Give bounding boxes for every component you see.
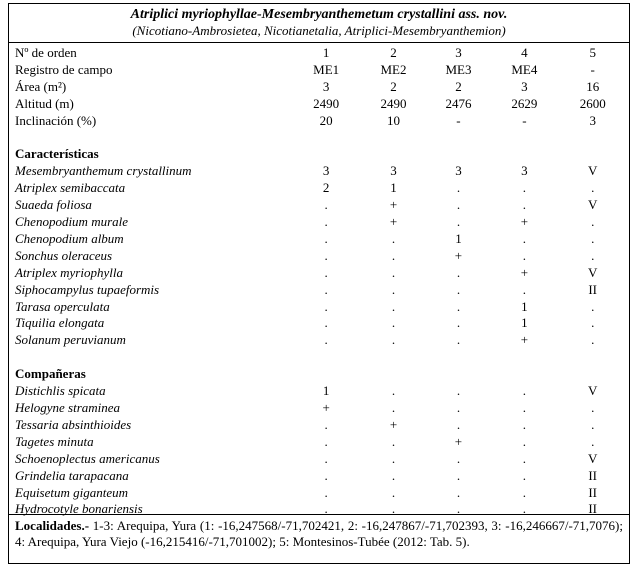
species-row [15, 214, 629, 231]
header-row [15, 79, 629, 96]
cell-releve-1: . [324, 332, 328, 348]
cell-releve-1: . [324, 450, 328, 466]
species-row [15, 400, 629, 417]
row-label: Schoenoplectus americanus [15, 450, 160, 466]
species-row [15, 231, 629, 248]
cell-releve-4: - [522, 112, 527, 128]
cell-releve-2: . [391, 264, 396, 280]
localities-label: Localidades.- [15, 518, 90, 533]
cell-releve-5: II [588, 281, 598, 297]
cell-releve-3: . [456, 214, 461, 230]
cell-releve-1: . [324, 214, 328, 230]
section-heading-row [15, 366, 629, 383]
cell-releve-2: . [391, 467, 396, 483]
header-row [15, 96, 629, 113]
species-row [15, 282, 629, 299]
species-row [15, 485, 629, 502]
cell-releve-1: 1 [322, 45, 330, 60]
cell-releve-3: . [456, 281, 461, 297]
header-row [15, 45, 629, 62]
cell-releve-3: . [456, 383, 461, 399]
cell-releve-5: . [591, 180, 595, 196]
row-label: Sonchus oleraceus [15, 247, 113, 263]
cell-releve-5: 5 [589, 45, 596, 60]
cell-releve-4: + [520, 264, 529, 280]
cell-releve-4: + [520, 332, 529, 348]
species-row [15, 468, 629, 485]
row-label: Tiquilia elongata [15, 315, 105, 331]
cell-releve-5: 16 [586, 78, 600, 94]
row-label: Tessaria absinthioides [15, 416, 132, 432]
cell-releve-1: . [324, 315, 328, 331]
cell-releve-2: 10 [386, 112, 400, 128]
table-title: Atriplici myriophyllae-Mesembryanthemetum crystallini ass. nov. [130, 7, 508, 22]
cell-releve-3: 3 [455, 163, 462, 179]
cell-releve-2: . [391, 450, 396, 466]
row-label: Suaeda foliosa [15, 197, 92, 213]
cell-releve-5: . [591, 433, 595, 449]
cell-releve-2: + [389, 197, 398, 213]
row-label: Altitud (m) [15, 95, 74, 111]
cell-releve-5: 2600 [579, 95, 606, 111]
cell-releve-2: + [389, 214, 398, 230]
cell-releve-2: . [391, 315, 396, 331]
cell-releve-2: . [391, 400, 396, 415]
section-heading: Características [15, 146, 99, 162]
cell-releve-2: 3 [390, 163, 397, 179]
cell-releve-1: 20 [319, 112, 333, 128]
cell-releve-1: 3 [322, 163, 330, 179]
cell-releve-5: V [587, 383, 598, 399]
releve-table [15, 45, 629, 518]
cell-releve-3: . [456, 332, 461, 348]
cell-releve-4: . [522, 230, 526, 246]
cell-releve-1: . [324, 281, 328, 297]
row-label: Área (m²) [15, 78, 67, 94]
row-label: Siphocampylus tupaeformis [15, 281, 160, 297]
cell-releve-1: 2 [322, 180, 330, 196]
species-row [15, 163, 629, 180]
cell-releve-4: 4 [521, 45, 528, 60]
cell-releve-1: 3 [322, 78, 330, 94]
phytosociological-table-frame [8, 3, 630, 564]
header-row [15, 62, 629, 79]
spacer-cell [15, 130, 629, 147]
footer-rule [9, 514, 629, 515]
cell-releve-5: . [591, 332, 595, 348]
cell-releve-4: . [522, 180, 526, 196]
cell-releve-3: 3 [455, 45, 462, 60]
cell-releve-1: . [324, 247, 328, 263]
cell-releve-4: 1 [521, 315, 528, 331]
cell-releve-1: 1 [322, 383, 330, 399]
header-row [15, 113, 629, 130]
cell-releve-3: 1 [455, 230, 462, 246]
cell-releve-1: . [324, 416, 328, 432]
cell-releve-2: 1 [390, 180, 397, 196]
cell-releve-5: II [588, 501, 598, 517]
spacer-row [15, 130, 629, 147]
cell-releve-2: . [391, 383, 396, 399]
header-rule [9, 42, 629, 43]
cell-releve-2: . [391, 433, 396, 449]
row-label: Helogyne straminea [15, 400, 121, 415]
species-row [15, 434, 629, 451]
row-label: Atriplex myriophylla [15, 264, 123, 280]
cell-releve-5: II [588, 467, 598, 483]
species-row [15, 180, 629, 197]
cell-releve-3: . [456, 197, 461, 213]
cell-releve-5: V [587, 264, 598, 280]
row-label: Grindelia tarapacana [15, 467, 129, 483]
cell-releve-3: + [454, 433, 463, 449]
cell-releve-4: . [522, 383, 526, 399]
cell-releve-5: . [591, 214, 595, 230]
cell-releve-3: . [456, 315, 461, 331]
cell-releve-4: 3 [521, 78, 528, 94]
cell-releve-3: . [456, 484, 461, 500]
cell-releve-2: . [391, 247, 396, 263]
cell-releve-4: + [520, 214, 529, 230]
cell-releve-1: . [324, 230, 328, 246]
row-label: Solanum peruvianum [15, 332, 126, 348]
cell-releve-1: . [324, 501, 328, 517]
species-row [15, 197, 629, 214]
cell-releve-2: . [391, 484, 396, 500]
cell-releve-3: . [456, 501, 461, 517]
cell-releve-1: ME1 [313, 61, 340, 77]
row-label: Equisetum giganteum [15, 484, 129, 500]
species-row [15, 417, 629, 434]
species-row [15, 315, 629, 332]
cell-releve-4: . [522, 433, 526, 449]
row-label: Registro de campo [15, 61, 113, 77]
cell-releve-5: . [591, 298, 595, 314]
cell-releve-3: . [456, 264, 461, 280]
cell-releve-5: II [588, 484, 598, 500]
cell-releve-1: 2490 [313, 95, 340, 111]
species-row [15, 265, 629, 282]
cell-releve-1: . [324, 433, 328, 449]
cell-releve-2: ME2 [380, 61, 407, 77]
localities-text: 1-3: Arequipa, Yura (1: -16,247568/-71,702421, 2: -16,247867/-71,702393, 3: -16,246667/-71,7076); 4: Arequipa, Yura Viejo (-16,215416/-71,701002); 5: Montesinos-Tubée (2012: Tab. 5). [15, 518, 623, 549]
cell-releve-4: 1 [521, 298, 528, 314]
cell-releve-2: 2 [390, 45, 397, 60]
cell-releve-1: . [324, 484, 328, 500]
species-row [15, 332, 629, 349]
cell-releve-4: . [522, 281, 526, 297]
row-label: Inclinación (%) [15, 112, 97, 128]
species-row [15, 248, 629, 265]
localities-note [15, 518, 623, 549]
cell-releve-5: . [591, 247, 595, 263]
cell-releve-2: . [391, 501, 396, 517]
cell-releve-3: . [456, 180, 461, 196]
cell-releve-4: . [522, 400, 526, 415]
cell-releve-2: 2490 [380, 95, 407, 111]
cell-releve-3: ME3 [445, 61, 472, 77]
section-heading: Compañeras [15, 366, 86, 382]
cell-releve-4: 2629 [511, 95, 538, 111]
cell-releve-2: . [391, 298, 396, 314]
cell-releve-3: . [456, 400, 461, 415]
cell-releve-4: . [522, 247, 526, 263]
cell-releve-2: + [389, 416, 398, 432]
cell-releve-3: . [456, 416, 461, 432]
cell-releve-5: V [587, 197, 598, 213]
cell-releve-1: . [324, 298, 328, 314]
cell-releve-4: . [522, 501, 526, 517]
cell-releve-1: . [324, 197, 328, 213]
spacer-cell [15, 349, 629, 366]
row-label: Chenopodium album [15, 230, 124, 246]
cell-releve-5: V [587, 450, 598, 466]
cell-releve-3: + [454, 247, 463, 263]
cell-releve-3: . [456, 467, 461, 483]
cell-releve-5: . [591, 230, 595, 246]
species-row [15, 383, 629, 400]
cell-releve-4: 3 [521, 163, 528, 179]
spacer-row [15, 349, 629, 366]
species-row [15, 299, 629, 316]
row-label: Nº de orden [15, 45, 77, 60]
cell-releve-4: . [522, 416, 526, 432]
cell-releve-5: . [591, 315, 595, 331]
row-label: Tagetes minuta [15, 433, 94, 449]
cell-releve-3: . [456, 298, 461, 314]
cell-releve-2: . [391, 281, 396, 297]
cell-releve-1: . [324, 467, 328, 483]
cell-releve-4: . [522, 197, 526, 213]
cell-releve-5: - [590, 61, 595, 77]
row-label: Chenopodium murale [15, 214, 129, 230]
cell-releve-3: - [456, 112, 461, 128]
cell-releve-2: . [391, 230, 396, 246]
section-heading-row [15, 146, 629, 163]
cell-releve-4: . [522, 484, 526, 500]
cell-releve-4: . [522, 450, 526, 466]
cell-releve-5: . [591, 400, 595, 415]
cell-releve-5: . [591, 416, 595, 432]
species-row [15, 501, 629, 518]
cell-releve-3: . [456, 450, 461, 466]
cell-releve-1: + [322, 400, 330, 415]
cell-releve-5: V [587, 163, 598, 179]
cell-releve-2: 2 [390, 78, 397, 94]
row-label: Mesembryanthemum crystallinum [15, 163, 192, 179]
cell-releve-2: . [391, 332, 396, 348]
cell-releve-3: 2 [455, 78, 462, 94]
row-label: Atriplex semibaccata [15, 180, 126, 196]
cell-releve-1: . [324, 264, 328, 280]
cell-releve-4: ME4 [511, 61, 538, 77]
row-label: Distichlis spicata [15, 383, 106, 399]
cell-releve-4: . [522, 467, 526, 483]
row-label: Tarasa operculata [15, 298, 110, 314]
species-row [15, 451, 629, 468]
cell-releve-3: 2476 [445, 95, 472, 111]
cell-releve-5: 3 [589, 112, 596, 128]
table-subtitle: (Nicotiano-Ambrosietea, Nicotianetalia, Atriplici-Mesembryanthemion) [132, 23, 506, 38]
row-label: Hydrocotyle bonariensis [15, 501, 143, 517]
